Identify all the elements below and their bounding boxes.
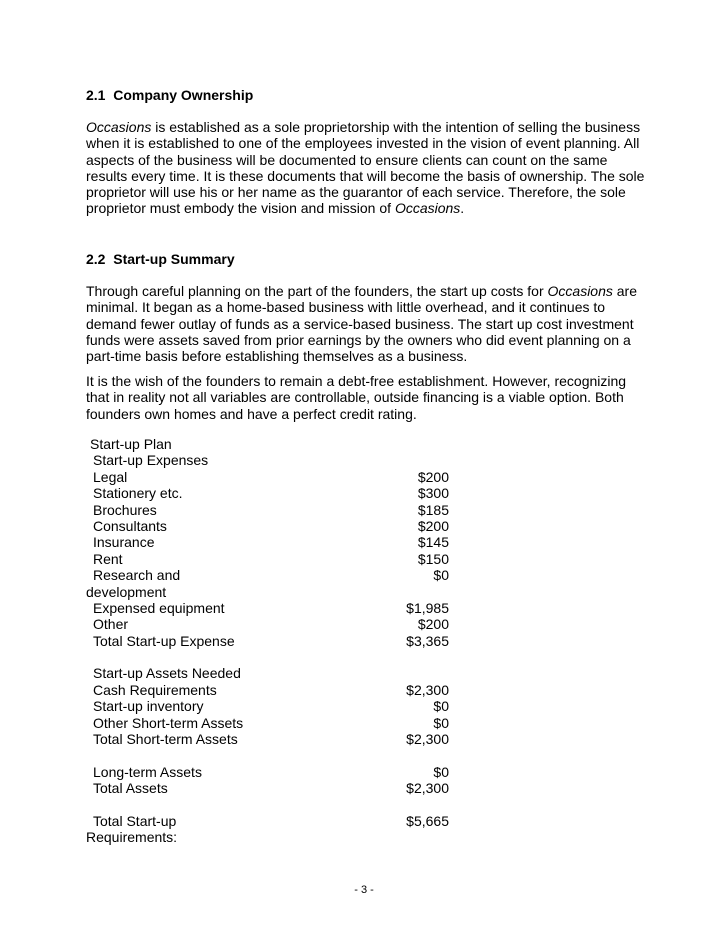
row-label: Cash Requirements — [93, 681, 217, 698]
total-short-term-row — [86, 731, 456, 747]
row-label: Stationery etc. — [93, 485, 183, 502]
row-amount: $2,300 — [406, 681, 449, 698]
paragraph-ownership — [86, 119, 646, 217]
table-row — [86, 764, 456, 780]
expenses-header: Start-up Expenses — [93, 452, 209, 469]
row-amount: $0 — [433, 714, 449, 731]
company-name-italic: Occasions — [86, 119, 152, 135]
startup-text-2: are minimal. It began as a home-based business with little overhead, and it continues to demand fewer outlay of funds as a service-based business. The start up cost investment funds were assets saved from prior earnings by the owners who did event planning on a part-time basis before establishing themselves as a business. — [86, 283, 637, 365]
row-label: Long-term Assets — [93, 763, 202, 780]
row-amount: $0 — [433, 567, 449, 584]
row-label: Total Start-up Requirements: — [86, 813, 178, 846]
heading-company-ownership: 2.1 Company Ownership — [86, 87, 254, 103]
row-amount: $1,985 — [406, 599, 449, 616]
table-row — [86, 567, 456, 600]
row-label: Total Assets — [93, 780, 168, 797]
row-amount: $2,300 — [406, 780, 449, 797]
table-row — [86, 616, 456, 632]
total-requirements-row — [86, 813, 456, 846]
table-title: Start-up Plan — [90, 436, 172, 452]
total-assets-row — [86, 780, 456, 796]
startup-plan-table — [86, 436, 456, 846]
row-amount: $200 — [417, 468, 449, 485]
assets-header-row — [86, 665, 456, 681]
table-spacer — [86, 747, 456, 763]
total-expense-row — [86, 633, 456, 649]
row-label: Expensed equipment — [93, 599, 225, 616]
table-row — [86, 534, 456, 550]
row-amount: $5,665 — [406, 813, 449, 829]
startup-text-1: Through careful planning on the part of the founders, the start up costs for — [86, 283, 548, 299]
row-amount: $200 — [417, 517, 449, 534]
assets-header: Start-up Assets Needed — [93, 665, 241, 682]
row-label: Total Start-up Expense — [93, 632, 235, 649]
row-label: Research and development — [86, 567, 181, 600]
row-amount: $145 — [417, 534, 449, 551]
row-label: Consultants — [93, 517, 167, 534]
row-label: Total Short-term Assets — [93, 731, 238, 748]
page-number: - 3 - — [354, 884, 374, 896]
row-label: Other Short-term Assets — [93, 714, 244, 731]
row-amount: $0 — [433, 698, 449, 715]
row-amount: $200 — [417, 616, 449, 633]
table-row — [86, 682, 456, 698]
table-spacer — [86, 649, 456, 665]
table-title-row — [86, 436, 456, 452]
table-row — [86, 469, 456, 485]
company-name-italic-2: Occasions — [394, 200, 461, 217]
row-amount: $0 — [433, 763, 449, 780]
table-row — [86, 698, 456, 714]
company-name-italic-3: Occasions — [547, 283, 613, 299]
table-row — [86, 485, 456, 501]
paragraph-startup-2: It is the wish of the founders to remain a debt-free establishment. However, recognizing that in reality not all variables are controllable, outside financing is a viable option. Both founders own homes and have a perfect credit rating. — [86, 373, 627, 422]
row-label: Rent — [93, 550, 123, 567]
row-label: Start-up inventory — [93, 698, 204, 715]
table-row — [86, 502, 456, 518]
ownership-text: is established as a sole proprietorship with the intention of selling the business when it is established to one of the employees invested in the vision of event planning. All aspects of the business will be documented to ensure clients can count on the same results every time. It is these documents that will become the basis of ownership. The sole proprietor will use his or her name as the guarantor of each service. Therefore, the sole proprietor must embody the vision and mission of — [86, 119, 645, 217]
table-spacer — [86, 797, 456, 813]
row-amount: $150 — [417, 550, 449, 567]
row-label: Legal — [93, 468, 128, 485]
row-amount: $3,365 — [406, 632, 449, 649]
row-label: Brochures — [93, 501, 157, 518]
ownership-text-end: . — [460, 200, 465, 217]
table-row — [86, 600, 456, 616]
table-row — [86, 518, 456, 534]
row-label: Insurance — [93, 534, 155, 551]
paragraph-startup-1 — [86, 283, 646, 364]
table-row — [86, 551, 456, 567]
row-amount: $2,300 — [406, 731, 449, 748]
row-amount: $185 — [417, 501, 449, 518]
row-label: Other — [93, 616, 129, 633]
row-amount: $300 — [417, 485, 449, 502]
heading-startup-summary: 2.2 Start-up Summary — [86, 251, 235, 267]
table-row — [86, 715, 456, 731]
expenses-header-row — [86, 452, 456, 468]
